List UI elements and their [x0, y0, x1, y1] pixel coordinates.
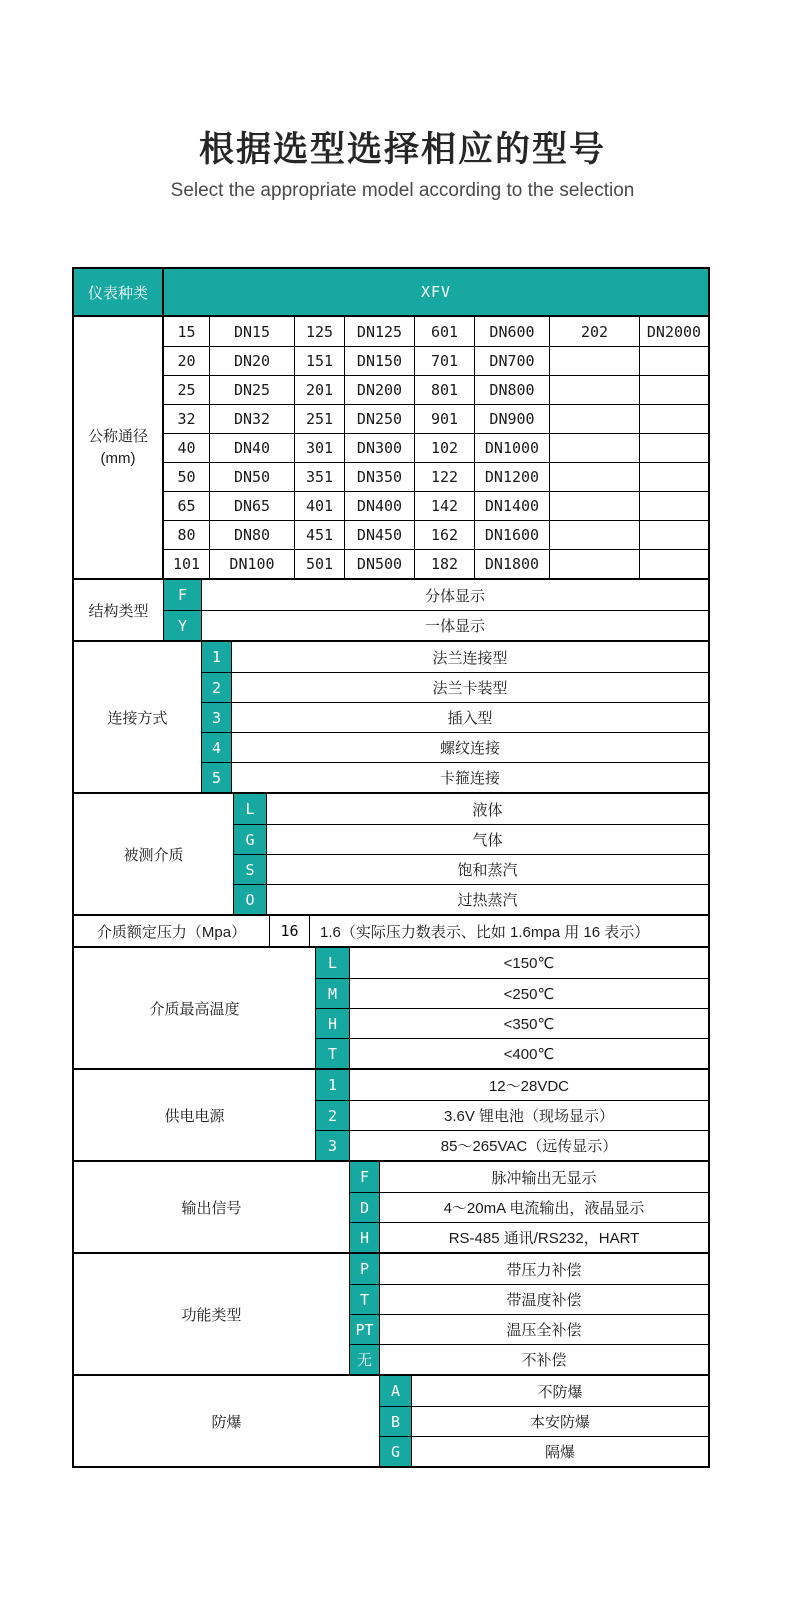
section-max-temperature: [74, 946, 708, 1068]
option-code: 无: [350, 1345, 380, 1374]
nominal-diameter-section: [74, 317, 708, 578]
dn-code-cell: [549, 433, 639, 462]
section-label: 连接方式: [74, 642, 202, 792]
option-desc: 85～265VAC（远传显示）: [440, 1138, 618, 1155]
dn-code-cell: 15: [177, 322, 196, 341]
page-subtitle: Select the appropriate model according to the selection: [170, 180, 635, 201]
dn-size-cell: DN800: [474, 375, 549, 404]
dn-code-cell: [549, 549, 639, 578]
option-code: 2: [202, 673, 232, 702]
option-desc: 本安防爆: [529, 1414, 590, 1431]
option-code: D: [350, 1193, 380, 1222]
sections: [74, 578, 708, 1466]
section-label: 介质最高温度: [74, 948, 316, 1068]
option-row: [234, 854, 708, 884]
dn-code-cell: 102: [414, 433, 474, 462]
option-code: L: [316, 948, 350, 978]
dn-code-cell: [549, 346, 639, 375]
option-row: [316, 948, 708, 978]
dn-size-cell: [639, 462, 708, 491]
option-code: M: [316, 979, 350, 1008]
dn-size-cell: DN500: [344, 549, 414, 578]
option-code: 16: [270, 916, 310, 946]
option-row: [350, 1284, 708, 1314]
nominal-diameter-unit: (mm): [100, 449, 136, 467]
model-selection-table: [72, 267, 710, 1468]
dn-code-cell: 40: [164, 433, 209, 462]
dn-size-cell: DN32: [209, 404, 294, 433]
dn-code-cell: 182: [414, 549, 474, 578]
option-row: [350, 1314, 708, 1344]
nominal-diameter-label: [74, 317, 164, 578]
dn-size-cell: [639, 404, 708, 433]
dn-size-cell: DN125: [344, 317, 414, 346]
dn-code-cell: 151: [294, 346, 344, 375]
dn-code-cell: 25: [164, 375, 209, 404]
dn-code-cell: 801: [414, 375, 474, 404]
section-rows: [164, 580, 708, 640]
option-code: G: [380, 1437, 412, 1466]
dn-code-cell: 122: [414, 462, 474, 491]
option-desc: 隔爆: [544, 1444, 575, 1461]
dn-code-cell: 32: [164, 404, 209, 433]
option-code: F: [350, 1162, 380, 1192]
option-row: [380, 1406, 708, 1436]
section-rows: [350, 1162, 708, 1252]
section-rows: [234, 794, 708, 914]
dn-size-cell: DN700: [474, 346, 549, 375]
option-row: [234, 794, 708, 824]
section-rows: [316, 1070, 708, 1160]
option-desc: 4～20mA 电流输出，液晶显示: [443, 1200, 645, 1217]
option-desc: 温压全补偿: [506, 1322, 582, 1339]
option-desc: <350℃: [503, 1015, 555, 1033]
option-code: B: [380, 1407, 412, 1436]
option-desc: 一体显示: [424, 618, 485, 635]
option-desc: 法兰卡装型: [432, 680, 508, 697]
option-row: [316, 1070, 708, 1100]
dn-size-cell: DN200: [344, 375, 414, 404]
dn-size-cell: DN65: [209, 491, 294, 520]
option-row: [316, 1038, 708, 1068]
diameter-grid: [164, 317, 708, 578]
section-function-type: [74, 1252, 708, 1374]
dn-size-cell: [639, 491, 708, 520]
section-explosion-proof: [74, 1374, 708, 1466]
option-row: [202, 702, 708, 732]
option-row: [316, 1008, 708, 1038]
dn-size-cell: [639, 549, 708, 578]
option-row: [350, 1192, 708, 1222]
option-code: 3: [316, 1131, 350, 1160]
dn-size-cell: DN350: [344, 462, 414, 491]
header-instrument-type: 仪表种类: [74, 269, 164, 315]
section-connection-type: [74, 640, 708, 792]
option-desc: <250℃: [503, 985, 555, 1003]
dn-code-cell: 901: [414, 404, 474, 433]
dn-size-cell: DN250: [344, 404, 414, 433]
option-row: [202, 732, 708, 762]
option-row: [270, 916, 708, 946]
option-desc: 带压力补偿: [506, 1261, 582, 1279]
option-desc: 卡箍连接: [439, 770, 500, 787]
dn-size-cell: DN400: [344, 491, 414, 520]
dn-size-cell: DN300: [344, 433, 414, 462]
nominal-diameter-label-text: 公称通径: [87, 427, 148, 445]
option-code: O: [234, 885, 267, 914]
section-rows: [202, 642, 708, 792]
option-row: [380, 1376, 708, 1406]
dn-code-cell: 351: [294, 462, 344, 491]
dn-code-cell: 701: [414, 346, 474, 375]
dn-size-cell: DN150: [344, 346, 414, 375]
option-code: 1: [202, 642, 232, 672]
option-code: S: [234, 855, 267, 884]
dn-size-cell: DN25: [209, 375, 294, 404]
section-label: 功能类型: [74, 1254, 350, 1374]
section-label: 输出信号: [74, 1162, 350, 1252]
dn-code-cell: 601: [414, 317, 474, 346]
dn-size-cell: DN50: [209, 462, 294, 491]
option-code: 2: [316, 1101, 350, 1130]
dn-size-cell: DN20: [209, 346, 294, 375]
option-code: PT: [350, 1315, 380, 1344]
dn-size-cell: DN2000: [639, 317, 708, 346]
dn-size-cell: DN450: [344, 520, 414, 549]
dn-size-cell: DN15: [209, 317, 294, 346]
option-desc: <400℃: [503, 1045, 555, 1063]
dn-size-cell: [639, 433, 708, 462]
dn-code-cell: [549, 375, 639, 404]
dn-code-cell: [549, 520, 639, 549]
dn-code-cell: 501: [294, 549, 344, 578]
dn-code-cell: 101: [164, 549, 209, 578]
option-row: [202, 642, 708, 672]
option-row: [350, 1344, 708, 1374]
dn-code-cell: 301: [294, 433, 344, 462]
dn-size-cell: DN40: [209, 433, 294, 462]
dn-code-cell: 50: [164, 462, 209, 491]
option-code: T: [350, 1285, 380, 1314]
option-row: [202, 672, 708, 702]
section-label: 被测介质: [74, 794, 234, 914]
option-row: [234, 824, 708, 854]
dn-size-cell: DN900: [474, 404, 549, 433]
option-row: [234, 884, 708, 914]
dn-size-cell: DN600: [474, 317, 549, 346]
option-row: [164, 580, 708, 610]
section-label: 介质额定压力（Mpa）: [74, 916, 270, 946]
page-title: 根据选型选择相应的型号: [198, 130, 606, 169]
option-code: A: [380, 1376, 412, 1406]
option-desc: RS-485 通讯/RS232，HART: [448, 1230, 640, 1247]
option-desc: 分体显示: [424, 587, 485, 605]
dn-code-cell: 401: [294, 491, 344, 520]
option-code: T: [316, 1039, 350, 1068]
dn-code-cell: [549, 404, 639, 433]
option-desc: 气体: [472, 832, 503, 849]
dn-size-cell: DN1200: [474, 462, 549, 491]
section-measured-medium: [74, 792, 708, 914]
option-desc: 插入型: [447, 710, 493, 727]
option-row: [350, 1222, 708, 1252]
option-desc: 1.6（实际压力数表示、比如 1.6mpa 用 16 表示）: [320, 923, 650, 941]
option-row: [350, 1162, 708, 1192]
option-code: P: [350, 1254, 380, 1284]
section-label: 结构类型: [74, 580, 164, 640]
dn-size-cell: DN1600: [474, 520, 549, 549]
table-header-row: [74, 269, 708, 317]
dn-size-cell: DN1800: [474, 549, 549, 578]
dn-code-cell: 201: [294, 375, 344, 404]
dn-code-cell: 65: [164, 491, 209, 520]
option-desc: 12～28VDC: [488, 1077, 570, 1095]
dn-code-cell: 451: [294, 520, 344, 549]
option-code: H: [350, 1223, 380, 1252]
header-model-code: XFV: [420, 283, 452, 301]
option-desc: 3.6V 锂电池（现场显示）: [443, 1108, 615, 1125]
section-structure-type: [74, 578, 708, 640]
option-row: [316, 978, 708, 1008]
option-code: F: [164, 580, 202, 610]
option-row: [350, 1254, 708, 1284]
option-desc: 不补偿: [521, 1352, 567, 1369]
dn-size-cell: DN100: [209, 549, 294, 578]
section-rows: [350, 1254, 708, 1374]
dn-code-cell: 125: [294, 317, 344, 346]
option-desc: 脉冲输出无显示: [491, 1169, 597, 1187]
dn-size-cell: DN80: [209, 520, 294, 549]
option-code: L: [234, 794, 267, 824]
option-row: [202, 762, 708, 792]
option-desc: 饱和蒸汽: [457, 862, 518, 879]
option-row: [316, 1100, 708, 1130]
dn-code-cell: 20: [164, 346, 209, 375]
option-code: Y: [164, 611, 202, 640]
section-rows: [316, 948, 708, 1068]
option-row: [316, 1130, 708, 1160]
section-output-signal: [74, 1160, 708, 1252]
option-code: H: [316, 1009, 350, 1038]
option-row: [164, 610, 708, 640]
option-desc: 法兰连接型: [432, 649, 508, 667]
section-power-supply: [74, 1068, 708, 1160]
dn-code-cell: 251: [294, 404, 344, 433]
option-code: 1: [316, 1070, 350, 1100]
dn-size-cell: [639, 520, 708, 549]
section-rows: [270, 916, 708, 946]
option-desc: <150℃: [503, 955, 555, 972]
section-rated-pressure: [74, 914, 708, 946]
section-label: 防爆: [74, 1376, 380, 1466]
option-code: 3: [202, 703, 232, 732]
dn-size-cell: [639, 375, 708, 404]
option-desc: 不防爆: [537, 1383, 583, 1401]
dn-code-cell: [549, 491, 639, 520]
option-desc: 螺纹连接: [439, 740, 500, 757]
option-code: 5: [202, 763, 232, 792]
option-code: G: [234, 825, 267, 854]
option-desc: 带温度补偿: [506, 1292, 582, 1309]
dn-code-cell: 162: [414, 520, 474, 549]
dn-size-cell: DN1400: [474, 491, 549, 520]
option-code: 4: [202, 733, 232, 762]
option-desc: 过热蒸汽: [457, 892, 518, 909]
section-rows: [380, 1376, 708, 1466]
option-desc: 液体: [472, 801, 503, 819]
dn-code-cell: 202: [549, 317, 639, 346]
dn-size-cell: DN1000: [474, 433, 549, 462]
dn-code-cell: 142: [414, 491, 474, 520]
dn-code-cell: 80: [164, 520, 209, 549]
option-row: [380, 1436, 708, 1466]
dn-size-cell: [639, 346, 708, 375]
section-label: 供电电源: [74, 1070, 316, 1160]
dn-code-cell: [549, 462, 639, 491]
